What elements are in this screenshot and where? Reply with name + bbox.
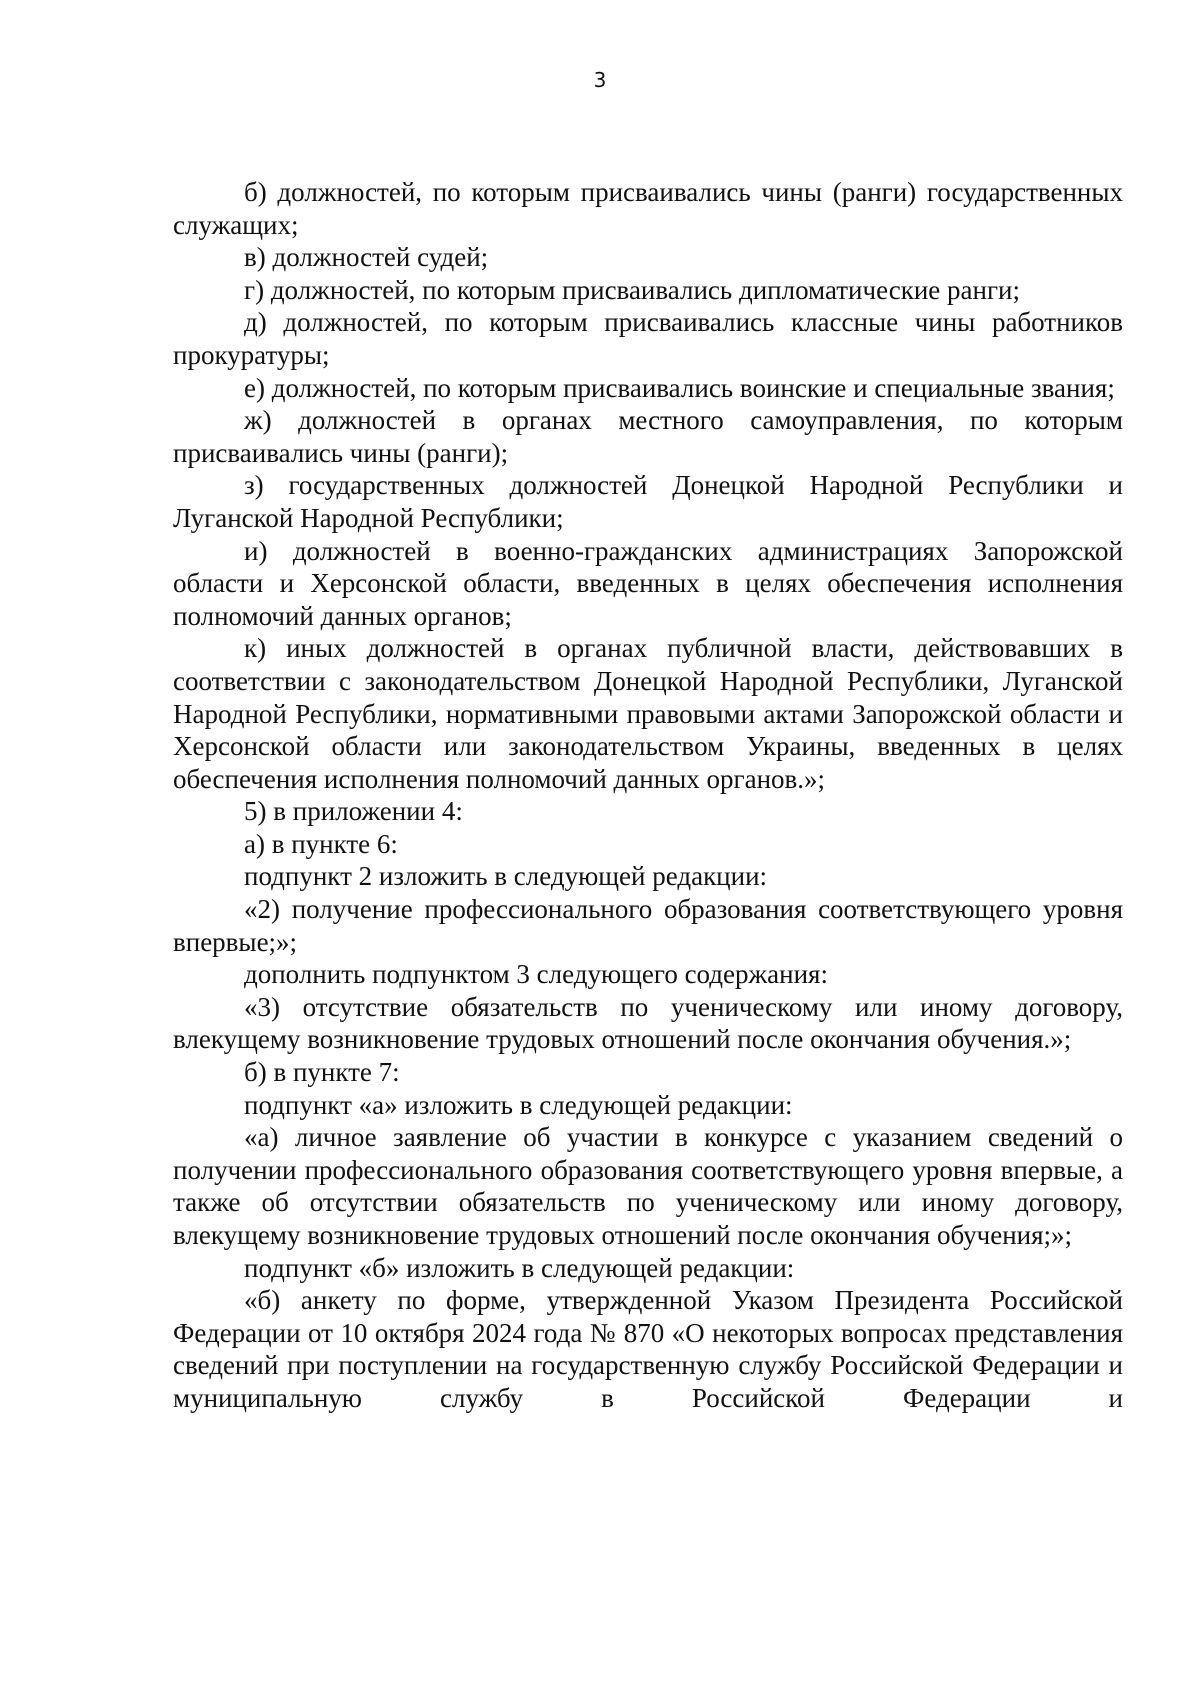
paragraph: 5) в приложении 4: [244, 796, 463, 827]
paragraph: д) должностей, по которым присваивались классные чины работников прокуратуры; [173, 307, 1123, 370]
paragraph: а) в пункте 6: [244, 828, 398, 859]
paragraph: подпункт «б» изложить в следующей редакции: [244, 1252, 795, 1283]
paragraph: ж) должностей в органах местного самоуправления, по которым присваивались чины (ранги); [173, 405, 1123, 468]
paragraph: подпункт «а» изложить в следующей редакции: [244, 1089, 793, 1120]
paragraph: б) в пункте 7: [244, 1057, 400, 1088]
paragraph: «б) анкету по форме, утвержденной Указом Президента Российской Федерации от 10 октября 2024 года № 870 «О некоторых вопросах представления сведений при поступлении на государственную службу Российской Федерации и муниципальную службу в Российской Федерации и [173, 1285, 1123, 1413]
paragraph: подпункт 2 изложить в следующей редакции: [244, 861, 768, 892]
paragraph: дополнить подпунктом 3 следующего содержания: [244, 959, 828, 990]
paragraph: и) должностей в военно-гражданских администрациях Запорожской области и Херсонской области, введенных в целях обеспечения исполнения полномочий данных органов; [173, 535, 1123, 631]
document-body [173, 176, 1123, 1415]
paragraph: б) должностей, по которым присваивались чины (ранги) государственных служащих; [173, 177, 1123, 240]
paragraph: з) государственных должностей Донецкой Народной Республики и Луганской Народной Республики; [173, 470, 1123, 533]
paragraph: е) должностей, по которым присваивались воинские и специальные звания; [244, 372, 1115, 403]
paragraph: к) иных должностей в органах публичной власти, действовавших в соответствии с законодательством Донецкой Народной Республики, Луганской Народной Республики, нормативными правовыми актами Запорожской области и Херсонской области или законодательством Украины, введенных в целях обеспечения исполнения полномочий данных органов.»; [173, 633, 1123, 794]
paragraph: г) должностей, по которым присваивались дипломатические ранги; [244, 274, 1020, 305]
paragraph: «3) отсутствие обязательств по ученическому или иному договору, влекущему возникновение трудовых отношений после окончания обучения.»; [173, 991, 1123, 1055]
page-number: 3 [593, 68, 607, 92]
paragraph: в) должностей судей; [244, 242, 489, 273]
paragraph: «а) личное заявление об участии в конкурсе с указанием сведений о получении профессионального образования соответствующего уровня впервые, а также об отсутствии обязательств по ученическому или иному договору, влекущему возникновение трудовых отношений после окончания обучения;»; [173, 1122, 1123, 1250]
paragraph: «2) получение профессионального образования соответствующего уровня впервые;»; [173, 894, 1123, 957]
